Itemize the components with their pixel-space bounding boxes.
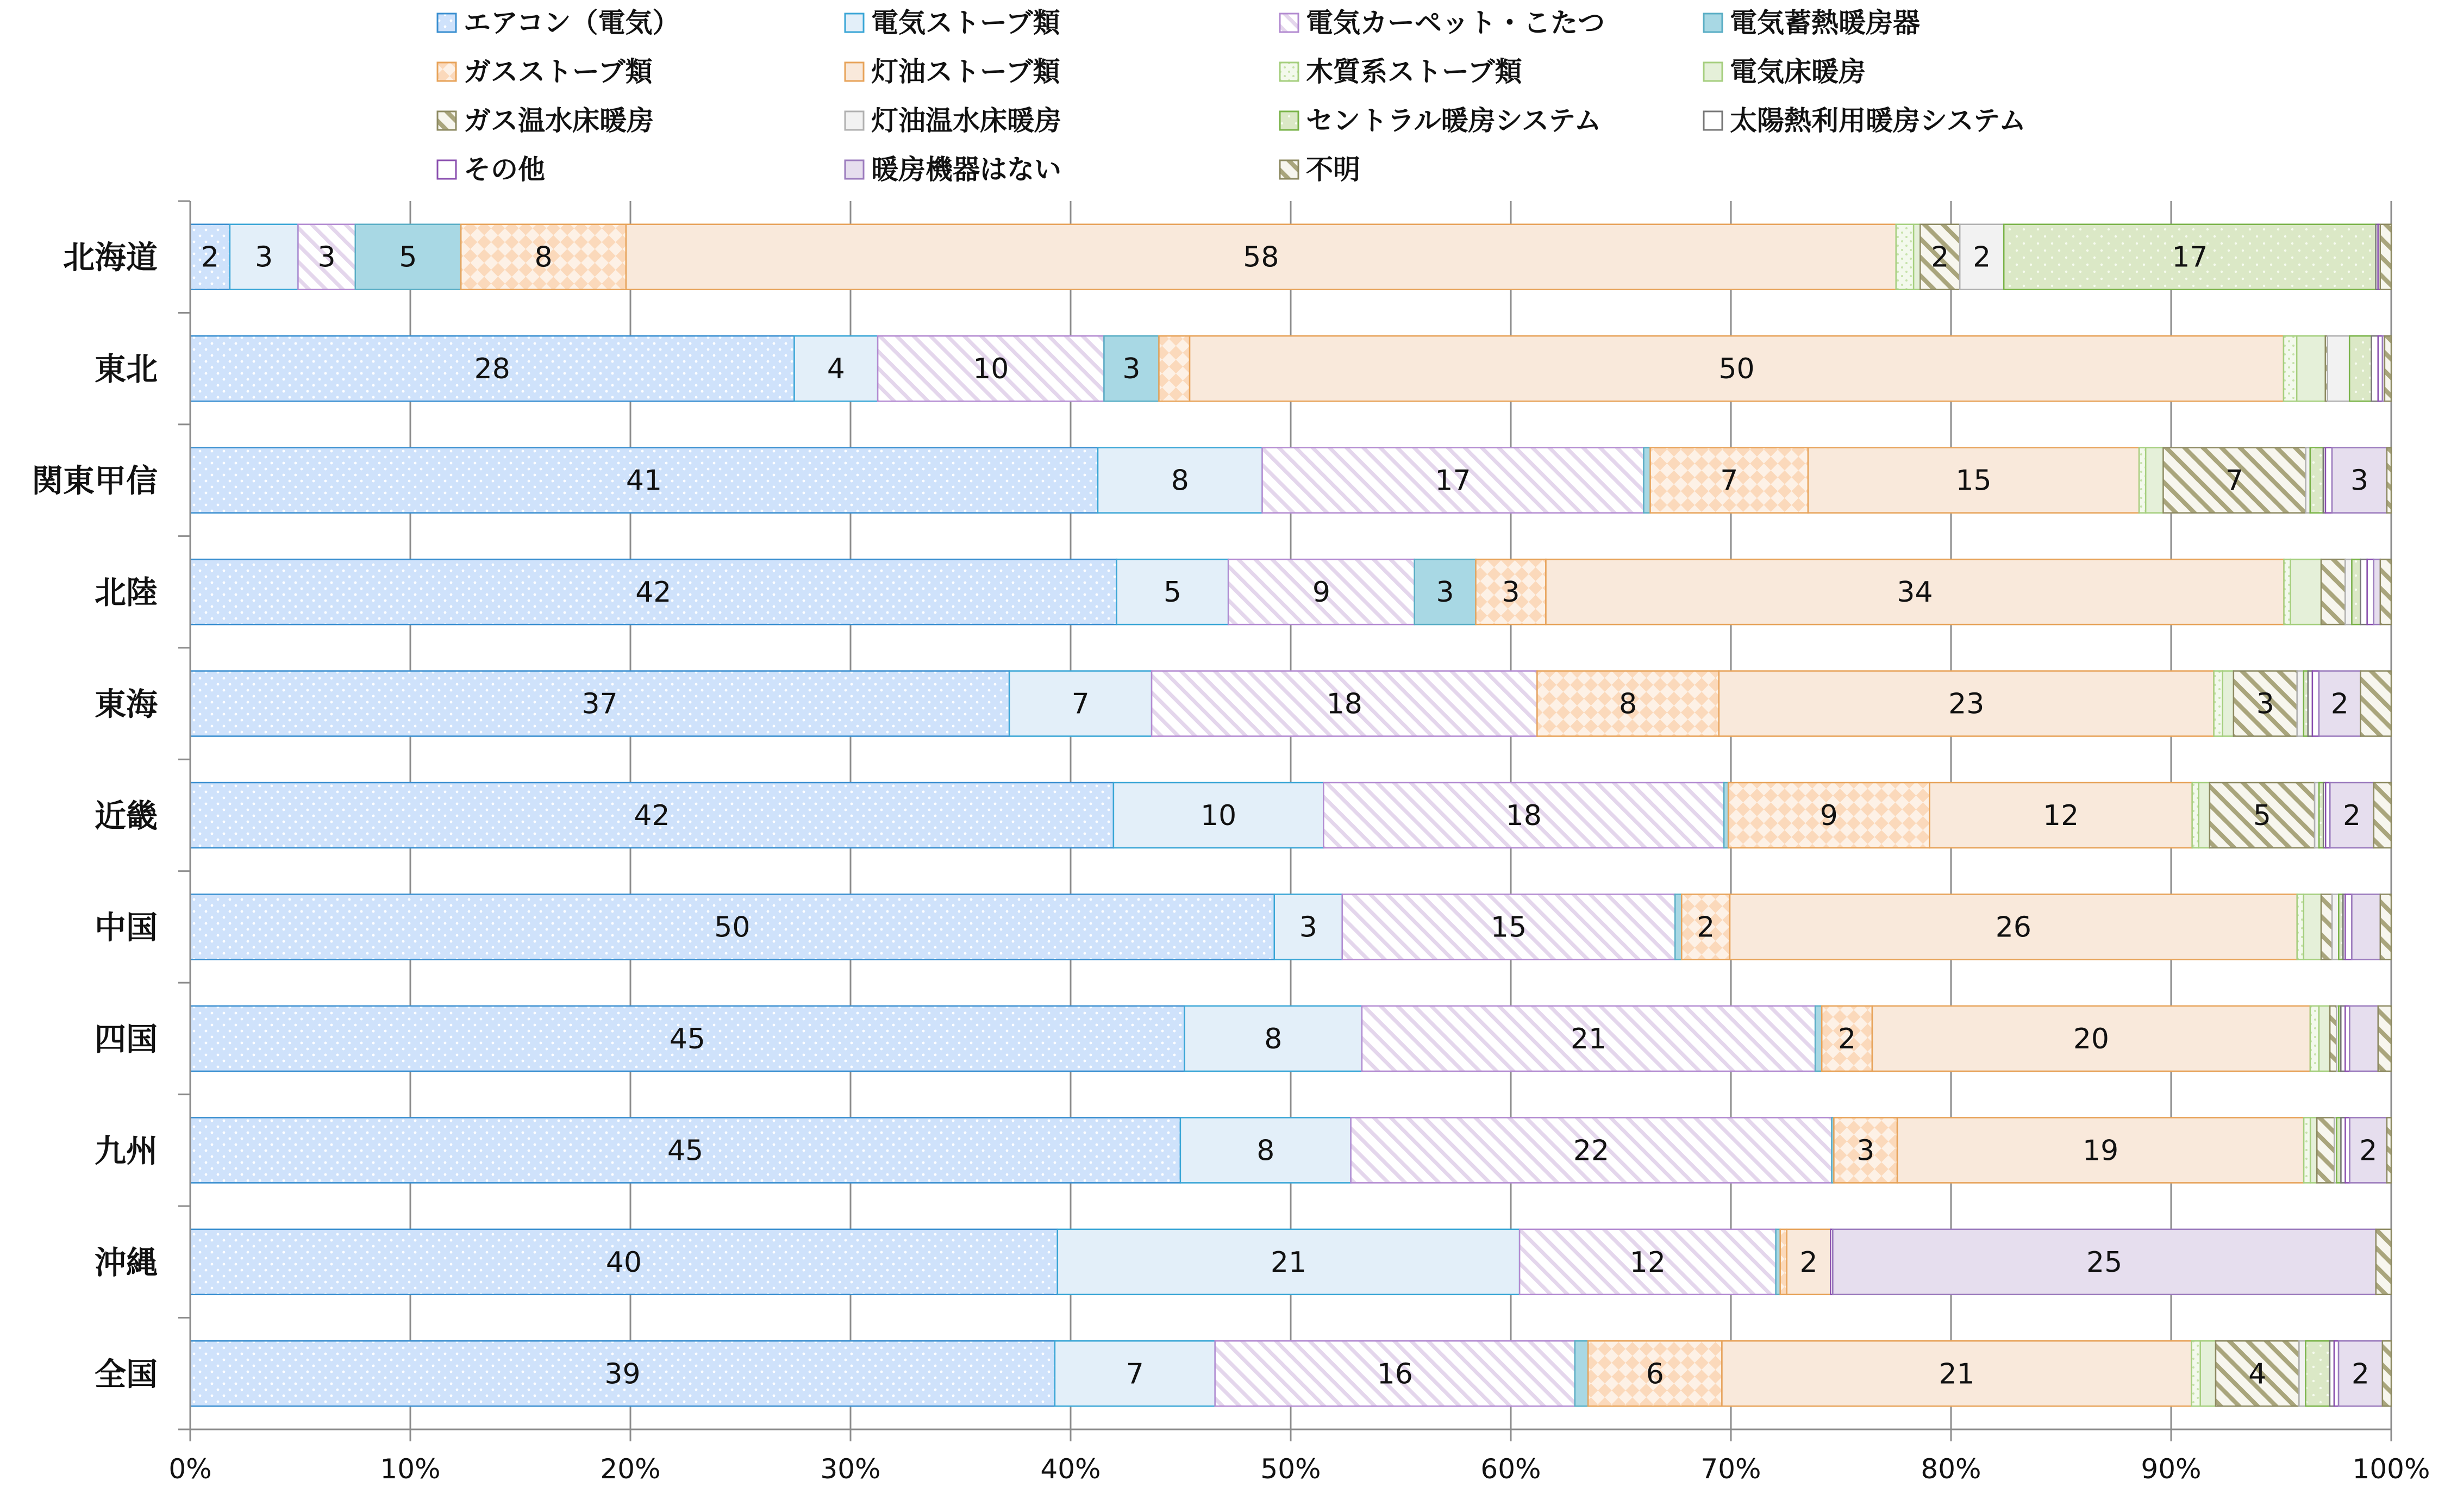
bar-segment	[2352, 559, 2360, 624]
data-label: 2	[201, 241, 219, 274]
bar-segment	[2297, 894, 2304, 959]
data-label: 41	[626, 464, 662, 497]
bar-segment	[2380, 224, 2391, 290]
data-label: 34	[1897, 576, 1933, 609]
data-label: 39	[604, 1358, 641, 1391]
legend-entry	[437, 56, 653, 88]
data-label: 26	[1995, 911, 2031, 944]
x-tick-label: 40%	[1040, 1453, 1101, 1485]
data-label: 40	[605, 1246, 642, 1279]
data-label: 42	[635, 576, 672, 609]
legend-entry	[437, 105, 654, 136]
data-label: 7	[1720, 464, 1739, 497]
bar-segment	[1643, 448, 1650, 513]
bar-segment	[2317, 1117, 2334, 1183]
bar-segment	[2310, 448, 2323, 513]
data-label: 28	[474, 353, 510, 386]
legend-entry	[845, 7, 1060, 39]
data-label: 2	[2342, 799, 2361, 832]
x-tick-label: 10%	[380, 1453, 441, 1485]
data-label: 5	[2253, 799, 2272, 832]
bars	[190, 224, 2391, 1407]
category-label: 九州	[94, 1132, 158, 1170]
legend-label: 灯油ストーブ類	[871, 56, 1060, 88]
bar-segment	[2383, 1341, 2391, 1406]
data-label: 5	[1163, 576, 1181, 609]
x-tick-label: 80%	[1921, 1453, 1981, 1485]
data-label: 3	[317, 241, 336, 274]
legend-swatch	[845, 160, 864, 179]
data-label: 4	[827, 353, 845, 386]
x-tick-labels	[168, 1453, 2430, 1485]
bar-row	[190, 671, 2391, 736]
data-label: 8	[1171, 464, 1189, 497]
bar-segment	[1159, 336, 1190, 401]
bar-row	[190, 559, 2391, 624]
category-label: 近畿	[94, 797, 158, 834]
data-label: 3	[1436, 576, 1454, 609]
bar-segment	[2345, 559, 2352, 624]
data-label: 4	[2248, 1358, 2267, 1391]
bar-segment	[2291, 559, 2321, 624]
bar-segment	[2310, 1117, 2317, 1183]
bar-segment	[2328, 336, 2349, 401]
bar-segment	[2380, 894, 2391, 959]
data-label: 23	[1948, 688, 1985, 721]
legend-label: 灯油温水床暖房	[871, 105, 1061, 136]
data-label: 3	[2256, 688, 2274, 721]
legend-label: その他	[464, 154, 545, 185]
bar-segment	[2330, 1006, 2336, 1071]
data-label: 2	[1838, 1022, 1856, 1055]
legend-swatch	[845, 111, 864, 130]
legend-entry	[845, 56, 1060, 88]
bar-segment	[2306, 1341, 2330, 1406]
legend-entry	[437, 154, 545, 185]
data-label: 8	[1256, 1134, 1275, 1167]
bar-segment	[2192, 1341, 2200, 1406]
bar-row	[190, 448, 2391, 513]
bar-segment	[2376, 1229, 2391, 1295]
data-label: 10	[973, 353, 1009, 386]
legend-swatch	[437, 111, 456, 130]
bar-segment	[2139, 448, 2146, 513]
data-label: 17	[1435, 464, 1471, 497]
category-label: 沖縄	[94, 1244, 158, 1281]
bar-segment	[2304, 894, 2321, 959]
data-label: 3	[2350, 464, 2369, 497]
legend-entry	[1704, 56, 1866, 88]
data-label: 37	[582, 688, 618, 721]
bar-segment	[2374, 559, 2380, 624]
data-label: 3	[255, 241, 273, 274]
legend	[437, 7, 2026, 185]
bar-segment	[2349, 336, 2371, 401]
category-label: 東北	[94, 351, 158, 388]
bar-segment	[2372, 336, 2378, 401]
legend-label: 木質系ストーブ類	[1306, 56, 1522, 88]
legend-entry	[845, 154, 1061, 185]
legend-label: 電気カーペット・こたつ	[1306, 7, 1605, 39]
legend-label: ガスストーブ類	[464, 56, 653, 88]
legend-label: 電気床暖房	[1730, 56, 1866, 88]
data-label: 19	[2083, 1134, 2119, 1167]
data-label: 58	[1243, 241, 1279, 274]
data-label: 2	[2359, 1134, 2378, 1167]
data-label: 5	[399, 241, 417, 274]
data-label: 21	[1570, 1022, 1607, 1055]
bar-row	[190, 336, 2391, 401]
data-label: 22	[1573, 1134, 1610, 1167]
data-label: 50	[714, 911, 751, 944]
x-tick-label: 50%	[1260, 1453, 1321, 1485]
legend-entry	[1704, 105, 2026, 136]
legend-label: エアコン（電気）	[464, 7, 680, 39]
bar-segment	[1914, 224, 1920, 290]
data-label: 10	[1201, 799, 1237, 832]
data-label: 2	[1973, 241, 1991, 274]
data-label: 2	[1697, 911, 1715, 944]
legend-entry	[1280, 56, 1522, 88]
data-label: 17	[2172, 241, 2208, 274]
data-label: 2	[2330, 688, 2349, 721]
data-label: 9	[1820, 799, 1838, 832]
legend-swatch	[1704, 14, 1722, 32]
legend-label: 電気蓄熱暖房器	[1730, 7, 1920, 39]
data-label: 45	[667, 1134, 704, 1167]
data-label: 42	[634, 799, 670, 832]
x-tick-label: 60%	[1480, 1453, 1541, 1485]
bar-segment	[2297, 671, 2304, 736]
legend-label: 電気ストーブ類	[871, 7, 1060, 39]
bar-segment	[2352, 894, 2380, 959]
category-labels	[32, 239, 158, 1393]
bar-segment	[2146, 448, 2163, 513]
data-label: 15	[1955, 464, 1992, 497]
bar-segment	[2321, 894, 2332, 959]
bar-segment	[1780, 1229, 1787, 1295]
bar-segment	[1896, 224, 1914, 290]
data-label: 16	[1377, 1358, 1413, 1391]
bar-segment	[2361, 559, 2367, 624]
legend-label: 暖房機器はない	[871, 154, 1061, 185]
bar-segment	[2304, 1117, 2310, 1183]
data-label: 6	[1646, 1358, 1664, 1391]
data-label: 3	[1122, 353, 1141, 386]
bar-segment	[2332, 894, 2339, 959]
legend-entry	[1280, 154, 1360, 185]
legend-swatch	[1704, 63, 1722, 81]
legend-entry	[1280, 105, 1602, 136]
data-label: 9	[1312, 576, 1330, 609]
bar-segment	[2374, 783, 2391, 848]
legend-entry	[1704, 7, 1920, 39]
x-tick-label: 90%	[2141, 1453, 2202, 1485]
legend-swatch	[437, 160, 456, 179]
data-label: 3	[1502, 576, 1520, 609]
legend-entry	[1280, 7, 1605, 39]
data-label: 12	[1629, 1246, 1666, 1279]
bar-segment	[2223, 671, 2234, 736]
bar-segment	[2310, 1006, 2319, 1071]
x-tick-label: 20%	[600, 1453, 661, 1485]
data-label: 21	[1939, 1358, 1975, 1391]
data-label: 18	[1326, 688, 1362, 721]
legend-label: 太陽熱利用暖房システム	[1730, 105, 2026, 136]
bar-segment	[2199, 783, 2210, 848]
data-label: 2	[1931, 241, 1949, 274]
data-label: 50	[1718, 353, 1755, 386]
bar-segment	[2325, 448, 2332, 513]
data-label: 25	[2086, 1246, 2123, 1279]
bar-segment	[2378, 1006, 2391, 1071]
legend-entry	[437, 7, 680, 39]
data-label: 3	[1299, 911, 1317, 944]
data-label: 2	[2351, 1358, 2370, 1391]
bar-segment	[1575, 1341, 1588, 1406]
bar-row	[190, 783, 2391, 848]
bar-segment	[2380, 559, 2391, 624]
legend-swatch	[437, 63, 456, 81]
legend-swatch	[437, 14, 456, 32]
data-label: 8	[1264, 1022, 1283, 1055]
legend-swatch	[1704, 111, 1722, 130]
legend-swatch	[1280, 160, 1298, 179]
legend-label: セントラル暖房システム	[1306, 105, 1602, 136]
bar-row	[190, 1006, 2391, 1071]
category-label: 関東甲信	[31, 462, 158, 499]
legend-label: ガス温水床暖房	[464, 105, 654, 136]
bar-segment	[2312, 671, 2319, 736]
bar-row	[190, 1117, 2391, 1183]
bar-segment	[2321, 559, 2345, 624]
bar-row	[190, 894, 2391, 959]
bar-segment	[2214, 671, 2223, 736]
x-tick-label: 0%	[168, 1453, 212, 1485]
bar-segment	[2200, 1341, 2216, 1406]
data-label: 7	[2225, 464, 2244, 497]
bar-segment	[1815, 1006, 1822, 1071]
data-label: 15	[1490, 911, 1527, 944]
data-label: 21	[1270, 1246, 1307, 1279]
legend-swatch	[1280, 63, 1298, 81]
legend-swatch	[1280, 14, 1298, 32]
data-label: 7	[1071, 688, 1090, 721]
bar-row	[190, 1341, 2391, 1406]
bar-row	[190, 224, 2391, 290]
bar-segment	[2297, 336, 2325, 401]
bar-segment	[1675, 894, 1681, 959]
legend-swatch	[845, 14, 864, 32]
category-label: 中国	[94, 909, 158, 946]
bar-segment	[2387, 448, 2391, 513]
bar-segment	[2299, 1341, 2305, 1406]
data-label: 45	[669, 1022, 705, 1055]
bar-segment	[2385, 336, 2391, 401]
category-label: 四国	[94, 1020, 158, 1058]
bar-segment	[2349, 1006, 2378, 1071]
data-label: 12	[2043, 799, 2079, 832]
x-tick-label: 100%	[2352, 1453, 2430, 1485]
bar-segment	[2361, 671, 2391, 736]
legend-label: 不明	[1306, 154, 1360, 185]
data-label: 20	[2073, 1022, 2109, 1055]
bar-segment	[2367, 559, 2374, 624]
bar-segment	[2387, 1117, 2391, 1183]
bar-row	[190, 1229, 2391, 1295]
legend-swatch	[845, 63, 864, 81]
bar-segment	[2345, 894, 2352, 959]
bar-segment	[2284, 559, 2291, 624]
legend-swatch	[1280, 111, 1298, 130]
bar-segment	[2284, 336, 2297, 401]
data-label: 18	[1505, 799, 1542, 832]
x-tick-label: 70%	[1700, 1453, 1761, 1485]
category-label: 北海道	[62, 239, 158, 276]
data-label: 7	[1126, 1358, 1144, 1391]
data-label: 3	[1856, 1134, 1875, 1167]
data-label: 8	[534, 241, 553, 274]
category-label: 北陸	[94, 574, 158, 611]
data-label: 2	[1799, 1246, 1818, 1279]
legend-entry	[845, 105, 1061, 136]
bar-segment	[2192, 783, 2199, 848]
category-label: 全国	[94, 1355, 158, 1393]
category-label: 東海	[94, 685, 158, 723]
data-label: 8	[1619, 688, 1637, 721]
bar-segment	[2319, 1006, 2330, 1071]
x-tick-label: 30%	[820, 1453, 881, 1485]
